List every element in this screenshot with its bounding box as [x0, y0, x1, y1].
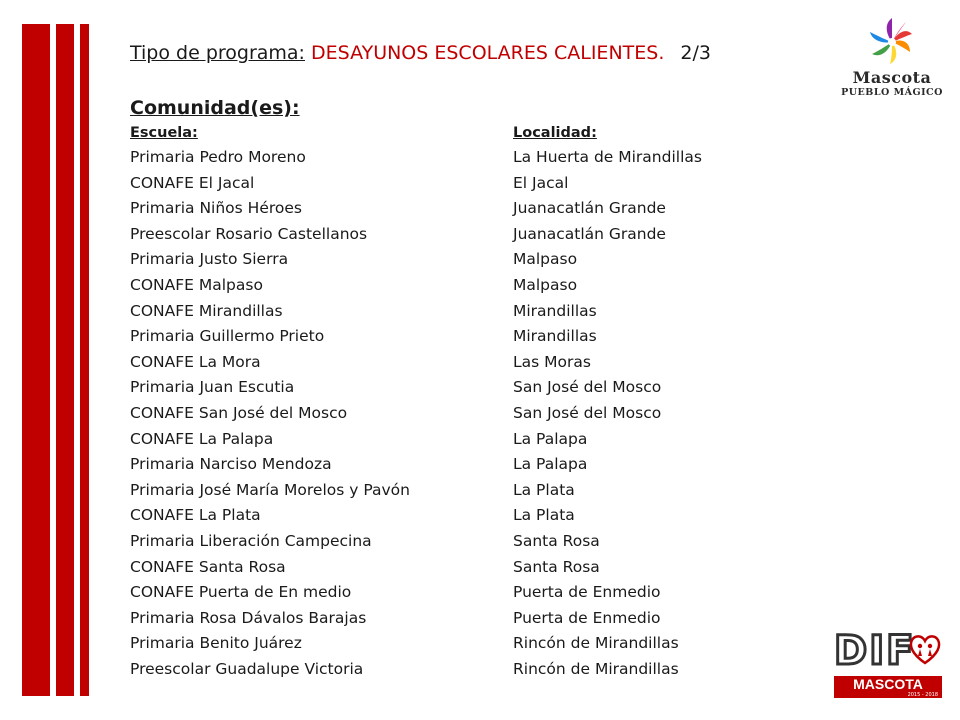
table-row — [130, 478, 770, 504]
locality-name: La Plata — [513, 480, 575, 499]
locality-name: Rincón de Mirandillas — [513, 634, 679, 653]
pueblo-magico-tagline: PUEBLO MÁGICO — [841, 87, 943, 98]
table-row — [130, 427, 770, 453]
table-row — [130, 171, 770, 197]
table-row — [130, 350, 770, 376]
table-row — [130, 247, 770, 273]
table-row — [130, 657, 770, 683]
dif-band-label: MASCOTA — [853, 676, 923, 692]
column-header-localidad: Localidad: — [513, 125, 597, 141]
locality-name: La Palapa — [513, 429, 588, 448]
locality-name: Juanacatlán Grande — [513, 224, 666, 243]
school-name: Primaria José María Morelos y Pavón — [130, 480, 410, 499]
dif-band-years: 2015 - 2018 — [907, 692, 938, 698]
locality-name: Las Moras — [513, 352, 591, 371]
school-name: CONAFE Puerta de En medio — [130, 583, 352, 602]
table-row — [130, 375, 770, 401]
heart-family-icon — [908, 632, 942, 666]
colorful-swirl-icon — [866, 16, 918, 68]
school-name: CONAFE El Jacal — [130, 173, 255, 192]
locality-name: Santa Rosa — [513, 531, 600, 550]
school-name: CONAFE La Mora — [130, 352, 261, 371]
school-name: Preescolar Guadalupe Victoria — [130, 659, 364, 678]
school-name: Primaria Guillermo Prieto — [130, 327, 325, 346]
table-row — [130, 273, 770, 299]
locality-name: Malpaso — [513, 275, 578, 294]
table-row — [130, 555, 770, 581]
program-name: DESAYUNOS ESCOLARES CALIENTES. — [311, 42, 665, 64]
locality-name: El Jacal — [513, 173, 569, 192]
locality-name: Malpaso — [513, 250, 578, 269]
table-row — [130, 145, 770, 171]
school-name: Primaria Rosa Dávalos Barajas — [130, 608, 367, 627]
section-title: Comunidad(es): — [130, 97, 300, 119]
dif-mascota-band — [834, 676, 942, 698]
table-row — [130, 452, 770, 478]
school-name: CONAFE San José del Mosco — [130, 403, 348, 422]
table-row — [130, 631, 770, 657]
locality-name: Mirandillas — [513, 327, 597, 346]
school-name: Primaria Pedro Moreno — [130, 148, 306, 166]
slide-content — [130, 38, 770, 682]
locality-name: Puerta de Enmedio — [513, 583, 661, 602]
mascota-wordmark: Mascota — [852, 68, 932, 87]
locality-name: San José del Mosco — [513, 378, 662, 397]
school-name: CONAFE Mirandillas — [130, 301, 283, 320]
locality-name: Santa Rosa — [513, 557, 600, 576]
school-name: Primaria Benito Juárez — [130, 634, 302, 653]
table-row — [130, 503, 770, 529]
school-name: Primaria Justo Sierra — [130, 250, 289, 269]
locality-name: La Palapa — [513, 455, 588, 474]
table-row — [130, 606, 770, 632]
table-row — [130, 222, 770, 248]
school-name: Primaria Narciso Mendoza — [130, 455, 332, 474]
program-title — [130, 38, 770, 68]
locality-name: Juanacatlán Grande — [513, 199, 666, 218]
table-row — [130, 196, 770, 222]
table-row — [130, 580, 770, 606]
school-name: CONAFE Malpaso — [130, 275, 263, 294]
locality-name: Mirandillas — [513, 301, 597, 320]
locality-name: San José del Mosco — [513, 403, 662, 422]
table-row — [130, 299, 770, 325]
table-row — [130, 401, 770, 427]
dif-mascota-logo — [830, 628, 945, 700]
decorative-red-bar-thin — [80, 24, 89, 696]
mascota-pueblo-magico-logo — [838, 16, 946, 106]
decorative-red-bar-medium — [56, 24, 74, 696]
school-name: CONAFE La Palapa — [130, 429, 274, 448]
program-label: Tipo de programa: — [130, 42, 305, 64]
school-name: CONAFE La Plata — [130, 506, 261, 525]
school-name: Primaria Niños Héroes — [130, 199, 302, 218]
school-name: CONAFE Santa Rosa — [130, 557, 286, 576]
table-header — [130, 121, 770, 145]
locality-name: Rincón de Mirandillas — [513, 659, 679, 678]
dif-wordmark: DIF — [834, 628, 916, 674]
table-row — [130, 324, 770, 350]
locality-name: La Huerta de Mirandillas — [513, 148, 702, 166]
table-row — [130, 529, 770, 555]
table-body — [130, 145, 770, 682]
decorative-red-bar-wide — [22, 24, 50, 696]
page-indicator: 2/3 — [680, 42, 711, 64]
school-name: Primaria Liberación Campecina — [130, 531, 372, 550]
locality-name: Puerta de Enmedio — [513, 608, 661, 627]
locality-name: La Plata — [513, 506, 575, 525]
column-header-escuela: Escuela: — [130, 125, 198, 141]
school-name: Preescolar Rosario Castellanos — [130, 224, 368, 243]
school-name: Primaria Juan Escutia — [130, 378, 295, 397]
